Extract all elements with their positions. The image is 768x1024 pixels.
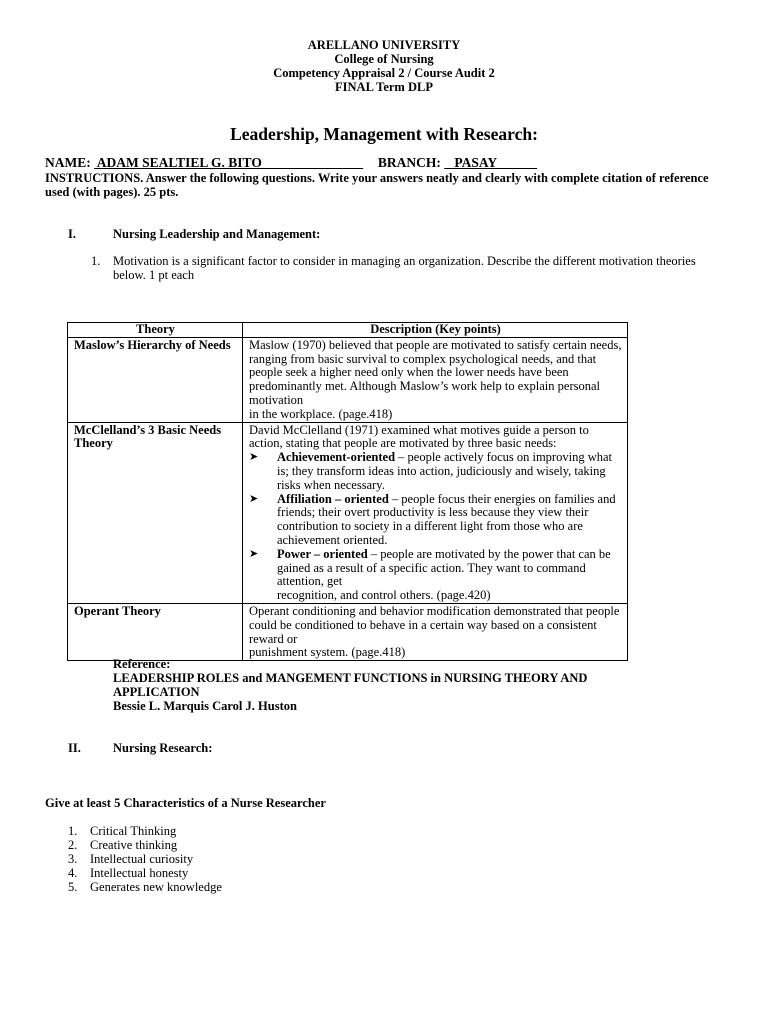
theory-description [243, 337, 628, 422]
name-value: ADAM SEALTIEL G. BITO [94, 155, 364, 170]
motivation-theories-table [67, 322, 628, 661]
characteristics-list [45, 824, 222, 894]
list-item: 3. Intellectual curiosity [68, 852, 194, 866]
bullet-text: – people are motivated by the power that can be gained as a result of a specific action. They want to command attention, get [277, 546, 611, 589]
list-item: 5. Generates new knowledge [68, 880, 222, 894]
name-label: NAME: [45, 155, 91, 170]
branch-value: PASAY [444, 155, 538, 170]
arrow-bullet-icon: ➤ [249, 547, 259, 560]
header-description: Description (Key points) [243, 323, 628, 338]
theory-name: Maslow’s Hierarchy of Needs [68, 337, 243, 422]
bullet-term: Power – oriented [277, 546, 368, 561]
reference-label: Reference: [113, 657, 171, 671]
table-row [68, 422, 628, 603]
bullet-item [249, 451, 622, 492]
list-item: 4. Intellectual honesty [68, 866, 189, 880]
theory-description [243, 422, 628, 603]
description-citation: in the workplace. (page.418) [249, 406, 393, 421]
table-row [68, 603, 628, 660]
instructions: INSTRUCTIONS. Answer the following questions. Write your answers neatly and clearly with complete citation of reference used (with pages). 25 pts. [45, 171, 709, 199]
term-name: FINAL Term DLP [335, 80, 433, 94]
bullet-text: – people actively focus on improving what is; they transform ideas into action, judiciously and wisely, taking risks when necessary. [277, 450, 612, 492]
reference-authors: Bessie L. Marquis Carol J. Huston [113, 699, 297, 713]
characteristics-heading: Give at least 5 Characteristics of a Nurse Researcher [45, 796, 326, 810]
description-text: Operant conditioning and behavior modification demonstrated that people could be conditioned to behave in a certain way based on a consistent reward or [249, 603, 620, 646]
table-header-row [68, 323, 628, 338]
document-header [0, 38, 768, 94]
reference-block [113, 657, 673, 713]
bullet-item [249, 548, 622, 589]
theory-name: McClelland’s 3 Basic Needs Theory [68, 422, 243, 603]
section-2-number: II. [68, 741, 81, 755]
reference-book: LEADERSHIP ROLES and MANGEMENT FUNCTIONS in NURSING THEORY AND APPLICATION [113, 671, 588, 699]
branch-label: BRANCH: [377, 155, 441, 170]
arrow-bullet-icon: ➤ [249, 451, 259, 464]
bullet-text: – people focus their energies on families and friends; their overt productivity is less because they view their contribution to society in a different light from those who are achievement oriented. [277, 491, 616, 547]
bullet-term: Affiliation – oriented [277, 491, 389, 506]
description-citation: punishment system. (page.418) [249, 645, 406, 660]
theory-description [243, 603, 628, 660]
list-item: 1. Critical Thinking [68, 824, 177, 838]
college-name: College of Nursing [334, 52, 434, 66]
theory-name: Operant Theory [68, 603, 243, 660]
header-theory: Theory [68, 323, 243, 338]
description-citation: recognition, and control others. (page.420) [277, 588, 491, 603]
question-1-text: Motivation is a significant factor to consider in managing an organization. Describe the different motivation theories below. 1 pt each [113, 254, 696, 282]
section-1-number: I. [68, 227, 76, 241]
student-info-line [45, 156, 537, 170]
description-text: Maslow (1970) believed that people are motivated to satisfy certain needs, ranging from basic survival to complex psychological needs, and that people seek a higher need only when the lower needs have been predominantly met. Although Maslow’s work help to explain personal motivation [249, 337, 622, 407]
list-item: 2. Creative thinking [68, 838, 178, 852]
table-row [68, 337, 628, 422]
page-title: Leadership, Management with Research: [230, 124, 538, 144]
section-2-title: Nursing Research: [113, 741, 213, 755]
arrow-bullet-icon: ➤ [249, 492, 259, 505]
bullet-item [249, 493, 622, 548]
section-1-title: Nursing Leadership and Management: [113, 227, 321, 241]
description-text: David McClelland (1971) examined what motives guide a person to action, stating that people are motivated by three basic needs: [249, 422, 589, 451]
question-1-number: 1. [91, 254, 101, 268]
university-name: ARELLANO UNIVERSITY [307, 38, 461, 52]
appraisal-name: Competency Appraisal 2 / Course Audit 2 [273, 66, 495, 80]
bullet-term: Achievement-oriented [277, 450, 396, 465]
